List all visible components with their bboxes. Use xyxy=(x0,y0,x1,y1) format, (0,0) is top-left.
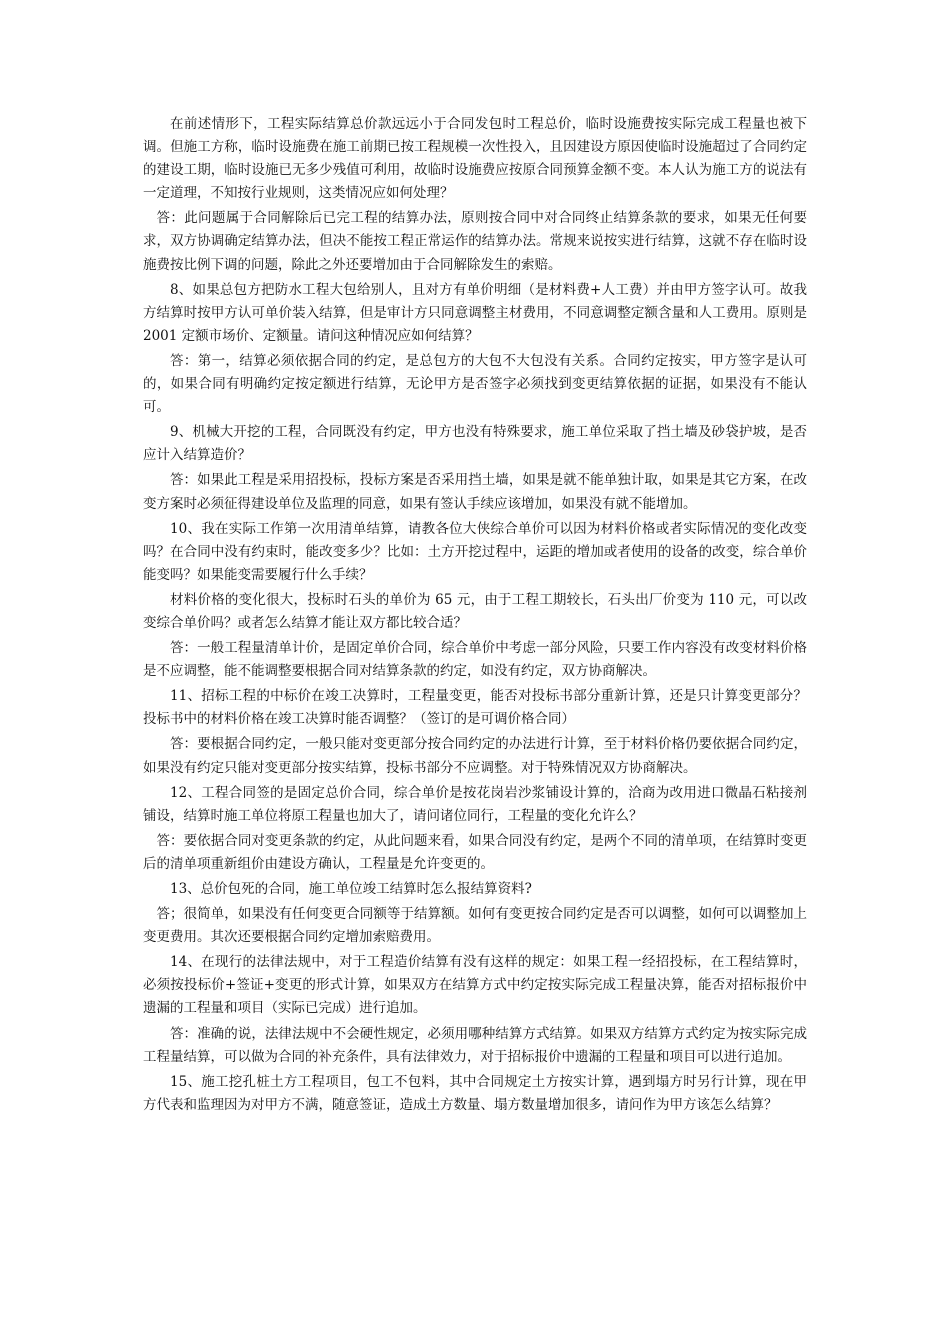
paragraph-9: 答：一般工程量清单计价，是固定单价合同，综合单价中考虑一部分风险，只要工作内容没有改变材料价格是不应调整，能不能调整要根据合同对结算条款的约定，如没有约定，双方协商解决。 xyxy=(143,640,807,680)
paragraph-15: 答；很简单，如果没有任何变更合同额等于结算额。如何有变更按合同约定是否可以调整，如何可以调整加上变更费用。其次还要根据合同约定增加索赔费用。 xyxy=(143,906,807,946)
paragraph-14: 13、总价包死的合同，施工单位竣工结算时怎么报结算资料? xyxy=(170,881,532,897)
document-body xyxy=(143,113,807,1119)
paragraph-16: 14、在现行的法律法规中，对于工程造价结算有没有这样的规定：如果工程一经招投标，在工程结算时，必须按投标价+签证+变更的形式计算，如果双方在结算方式中约定按实际完成工程量决算，能否对招标报价中遗漏的工程量和项目（实际已完成）进行追加。 xyxy=(143,954,807,1017)
paragraph-2: 答：此问题属于合同解除后已完工程的结算办法，原则按合同中对合同终止结算条款的要求，如果无任何要求，双方协调确定结算办法，但决不能按工程正常运作的结算办法。常规来说按实进行结算，这就不存在临时设施费按比例下调的问题，除此之外还要增加由于合同解除发生的索赔。 xyxy=(143,210,807,273)
paragraph-1: 在前述情形下，工程实际结算总价款远远小于合同发包时工程总价，临时设施费按实际完成工程量也被下调。但施工方称，临时设施费在施工前期已按工程规模一次性投入，且因建设方原因使临时设施超过了合同约定的建设工期，临时设施已无多少残值可利用，故临时设施费应按原合同预算金额不变。本人认为施工方的说法有一定道理，不知按行业规则，这类情况应如何处理？ xyxy=(143,116,807,202)
paragraph-7: 10、我在实际工作第一次用清单结算，请教各位大侠综合单价可以因为材料价格或者实际情况的变化改变吗？在合同中没有约束时，能改变多少？比如：土方开挖过程中，运距的增加或者使用的设备的改变，综合单价能变吗？如果能变需要履行什么手续？ xyxy=(143,520,807,583)
paragraph-17: 答：准确的说，法律法规中不会硬性规定，必须用哪种结算方式结算。如果双方结算方式约定为按实际完成工程量结算，可以做为合同的补充条件，具有法律效力，对于招标报价中遗漏的工程量和项目可以进行追加。 xyxy=(143,1025,807,1065)
paragraph-12: 12、工程合同签的是固定总价合同，综合单价是按花岗岩沙浆铺设计算的，洽商为改用进口微晶石粘接剂铺设，结算时施工单位将原工程量也加大了，请问诸位同行，工程量的变化允许么？ xyxy=(143,784,807,824)
paragraph-3: 8、如果总包方把防水工程大包给别人，且对方有单价明细（是材料费+人工费）并由甲方签字认可。故我方结算时按甲方认可单价装入结算，但是审计方只同意调整主材费用，不同意调整定额含量和人工费用。原则是 2001 定额市场价、定额量。请问这种情况应如何结算？ xyxy=(143,281,807,344)
paragraph-5: 9、机械大开挖的工程，合同既没有约定，甲方也没有特殊要求，施工单位采取了挡土墙及砂袋护坡，是否应计入结算造价？ xyxy=(143,424,807,464)
paragraph-13: 答：要依据合同对变更条款的约定，从此问题来看，如果合同没有约定，是两个不同的清单项，在结算时变更后的清单项重新组价由建设方确认，工程量是允许变更的。 xyxy=(143,832,807,872)
paragraph-11: 答：要根据合同约定，一般只能对变更部分按合同约定的办法进行计算，至于材料价格仍要依据合同约定，如果没有约定只能对变更部分按实结算，投标书部分不应调整。对于特殊情况双方协商解决。 xyxy=(143,736,807,776)
paragraph-4: 答：第一，结算必须依据合同的约定，是总包方的大包不大包没有关系。合同约定按实，甲方签字是认可的，如果合同有明确约定按定额进行结算，无论甲方是否签字必须找到变更结算依据的证据，如果没有不能认可。 xyxy=(143,352,807,416)
paragraph-18: 15、施工挖孔桩土方工程项目，包工不包料，其中合同规定土方按实计算，遇到塌方时另行计算，现在甲方代表和监理因为对甲方不满，随意签证，造成土方数量、塌方数量增加很多，请问作为甲方该怎么结算？ xyxy=(143,1073,807,1113)
paragraph-6: 答：如果此工程是采用招投标，投标方案是否采用挡土墙，如果是就不能单独计取，如果是其它方案，在改变方案时必须征得建设单位及监理的同意，如果有签认手续应该增加，如果没有就不能增加。 xyxy=(143,472,807,512)
paragraph-10: 11、招标工程的中标价在竣工决算时，工程量变更，能否对投标书部分重新计算，还是只计算变更部分？投标书中的材料价格在竣工决算时能否调整？（签订的是可调价格合同） xyxy=(143,688,807,728)
paragraph-8: 材料价格的变化很大，投标时石头的单价为 65 元，由于工程工期较长，石头出厂价变为 110 元，可以改变综合单价吗？或者怎么结算才能让双方都比较合适？ xyxy=(143,591,807,631)
